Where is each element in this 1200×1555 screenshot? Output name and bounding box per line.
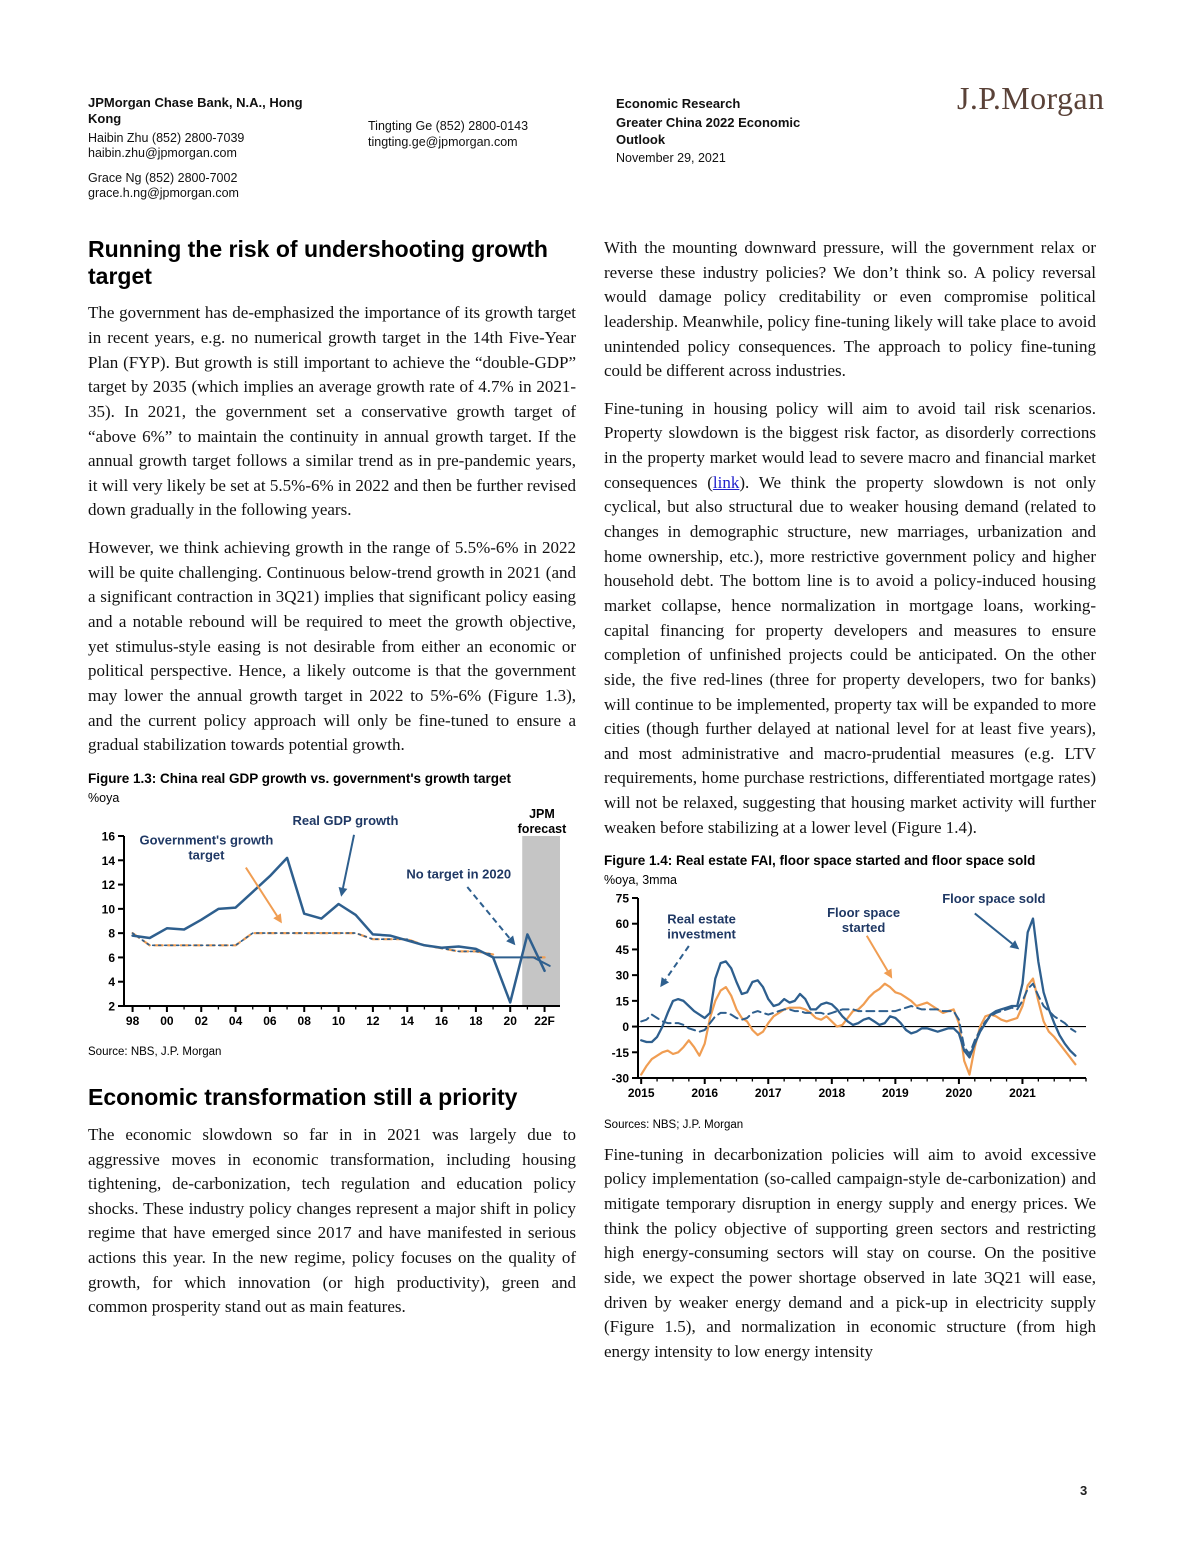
header-report-info <box>616 96 841 166</box>
svg-text:2018: 2018 <box>818 1086 846 1101</box>
figure-title: Figure 1.3: China real GDP growth vs. government's growth target <box>88 770 512 786</box>
svg-text:10: 10 <box>331 1013 346 1028</box>
svg-text:JPMforecast: JPM forecast <box>517 806 567 836</box>
figure-1-4 <box>604 853 1096 1132</box>
svg-text:Floor space sold: Floor space sold <box>942 891 1046 907</box>
figure-ylabel: %oya <box>88 790 120 805</box>
svg-text:2: 2 <box>108 999 115 1014</box>
body-paragraph-housing <box>604 397 1096 841</box>
svg-text:Real estateinvestment: Real estate investment <box>667 911 736 942</box>
report-title: Greater China 2022 Economic Outlook <box>616 115 801 147</box>
figure-ylabel: %oya, 3mma <box>604 873 677 888</box>
svg-text:2021: 2021 <box>1009 1086 1036 1101</box>
svg-text:12: 12 <box>101 877 115 892</box>
report-date: November 29, 2021 <box>616 150 726 165</box>
svg-text:06: 06 <box>263 1013 277 1028</box>
svg-text:30: 30 <box>615 968 629 983</box>
figure-source: Source: NBS, J.P. Morgan <box>88 1046 222 1059</box>
svg-text:00: 00 <box>160 1013 174 1028</box>
svg-text:2019: 2019 <box>882 1086 909 1101</box>
svg-text:02: 02 <box>194 1013 208 1028</box>
paragraph-text: ). We think the property slowdown is not only cyclical, but also structural due to weaker housing demand (related to changes in demographic structure, new marriages, urbanization and home ownership, etc.), more restrictive government policy and higher household debt. The bottom line is to avoid a policy-induced housing market collapse, hence normalization in mortgage loans, working-capital financing for property developers and measures to ensure completion of unfinished projects could be anticipated. On the other side, the five red-lines (three for property developers, two for banks) will continue to be implemented, property tax will be expanded to more cities (though further delayed at national level for at least five years), and most administrative and macro-prudential measures (e.g. LTV requirements, home purchase restrictions, differentiated mortgage rates) will not be relaxed, suggesting that housing market activity will further weaken before stabilizing at a lower level (Figure 1.4). <box>604 472 1096 837</box>
author-name-phone: Tingting Ge (852) 2800-0143 <box>368 119 529 133</box>
svg-text:18: 18 <box>469 1013 483 1028</box>
org-name: JPMorgan Chase Bank, N.A., Hong Kong <box>88 95 303 127</box>
svg-text:2015: 2015 <box>627 1086 655 1101</box>
section-heading: Running the risk of undershooting growth target <box>88 236 548 289</box>
svg-text:2016: 2016 <box>691 1086 719 1101</box>
header-authors-left <box>88 95 313 211</box>
svg-text:45: 45 <box>615 943 629 958</box>
body-paragraph: Fine-tuning in decarbonization policies will aim to avoid excessive policy implementation (so-called campaign-style de-carbonization) and mitigate temporary disruption in energy supply and energy prices. We think the policy objective of supporting green sectors and restricting high energy-consuming sectors will stay on course. On the positive side, we expect the power shortage observed in late 3Q21 will ease, driven by weaker energy demand and a pick-up in electricity supply (Figure 1.5), and normalization in economic structure (from high energy intensity to low energy intensity <box>604 1144 1096 1361</box>
author-contact <box>88 171 313 202</box>
body-paragraph: The economic slowdown so far in in 2021 was largely due to aggressive moves in economic transformation, including housing tightening, de-carbonization, tech regulation and education policy shocks. These industry policy changes represent a major shift in policy regime that have emerged since 2017 and have manifested in serious actions this year. In the new regime, policy focuses on the quality of growth, for which innovation (or high productivity), green and common prosperity stand out as main features. <box>88 1124 576 1317</box>
svg-text:6: 6 <box>108 950 115 965</box>
svg-text:2020: 2020 <box>945 1086 973 1101</box>
body-paragraph: The government has de-emphasized the importance of its growth target in recent years, e.g. no numerical growth target in the 14th Five-Year Plan (FYP). But growth is still important to achieve the “double-GDP” target by 2035 (which implies an average growth rate of 4.7% in 2021-35). In 2021, the government set a conservative growth target of “above 6%” to maintain the continuity in annual growth target. If the annual growth target follows a similar trend as in pre-pandemic years, it will very likely be set at 5.5%-6% in 2022 and then be further revised down gradually in the following years. <box>88 303 576 520</box>
svg-text:75: 75 <box>615 891 629 906</box>
svg-text:No target in 2020: No target in 2020 <box>406 866 512 882</box>
figure-source: Sources: NBS; J.P. Morgan <box>604 1118 744 1131</box>
svg-text:4: 4 <box>108 974 115 989</box>
svg-text:20: 20 <box>503 1013 517 1028</box>
svg-text:14: 14 <box>101 853 115 868</box>
figure-1-3-chart <box>88 806 570 1038</box>
svg-text:Floor spacestarted: Floor space started <box>827 905 901 936</box>
author-name-phone: Haibin Zhu (852) 2800-7039 <box>88 130 245 145</box>
author-contact <box>88 131 313 162</box>
svg-text:16: 16 <box>434 1013 449 1028</box>
svg-text:60: 60 <box>615 917 629 932</box>
svg-text:12: 12 <box>366 1013 380 1028</box>
svg-text:08: 08 <box>297 1013 311 1028</box>
left-column <box>88 236 576 1333</box>
paragraph-text: Fine-tuning in housing policy will aim to avoid tail risk scenarios. Property slowdown is the biggest risk factor, as disorderly corrections in the property market would lead to severe macro and financial market consequences ( <box>604 398 1096 492</box>
svg-text:98: 98 <box>125 1013 140 1028</box>
body-paragraph: With the mounting downward pressure, will the government relax or reverse these industry policies? We don’t think so. A policy reversal would damage policy creditability or even compromise political leadership. Meanwhile, policy fine-tuning likely will take place to avoid unintended policy consequences. The approach to policy fine-tuning could be different across industries. <box>604 238 1096 381</box>
svg-text:-30: -30 <box>611 1071 629 1086</box>
svg-text:10: 10 <box>101 902 115 917</box>
figure-1-3 <box>88 771 576 1060</box>
figure-title: Figure 1.4: Real estate FAI, floor space started and floor space sold <box>604 853 1036 869</box>
svg-text:0: 0 <box>622 1020 629 1035</box>
section-heading: Economic transformation still a priority <box>88 1084 518 1111</box>
svg-text:2017: 2017 <box>754 1086 782 1101</box>
header-authors-middle <box>368 118 528 151</box>
author-email[interactable]: tingting.ge@jpmorgan.com <box>368 135 518 150</box>
inline-link[interactable]: link <box>712 472 740 492</box>
svg-text:15: 15 <box>615 994 629 1009</box>
report-section: Economic Research <box>616 96 741 111</box>
author-name-phone: Grace Ng (852) 2800-7002 <box>88 170 238 185</box>
svg-text:8: 8 <box>108 926 115 941</box>
right-column <box>604 236 1096 1377</box>
page-number: 3 <box>1080 1483 1088 1498</box>
svg-text:Real GDP growth: Real GDP growth <box>292 812 399 828</box>
svg-text:-15: -15 <box>611 1046 629 1061</box>
body-paragraph: However, we think achieving growth in the range of 5.5%-6% in 2022 will be quite challenging. Continuous below-trend growth in 2021 (and a significant contraction in 3Q21) implies that significant policy easing and a notable rebound will be required to meet the growth objective, yet stimulus-style easing is not desirable from either an economic or political perspective. Hence, a likely outcome is that the government may lower the annual growth target in 2022 to 5%-6% (Figure 1.3), and the current policy approach will only be fine-tuned to ensure a gradual stabilization towards potential growth. <box>88 538 576 755</box>
svg-text:Government's growthtarget: Government's growth target <box>139 832 274 863</box>
svg-text:14: 14 <box>400 1013 414 1028</box>
author-email[interactable]: haibin.zhu@jpmorgan.com <box>88 146 237 161</box>
svg-text:22F: 22F <box>534 1013 555 1028</box>
author-email[interactable]: grace.h.ng@jpmorgan.com <box>88 186 239 201</box>
jpmorgan-logo: J.P.Morgan <box>957 80 1105 116</box>
svg-text:16: 16 <box>101 829 115 844</box>
figure-1-4-chart <box>604 888 1094 1110</box>
svg-text:04: 04 <box>228 1013 243 1028</box>
